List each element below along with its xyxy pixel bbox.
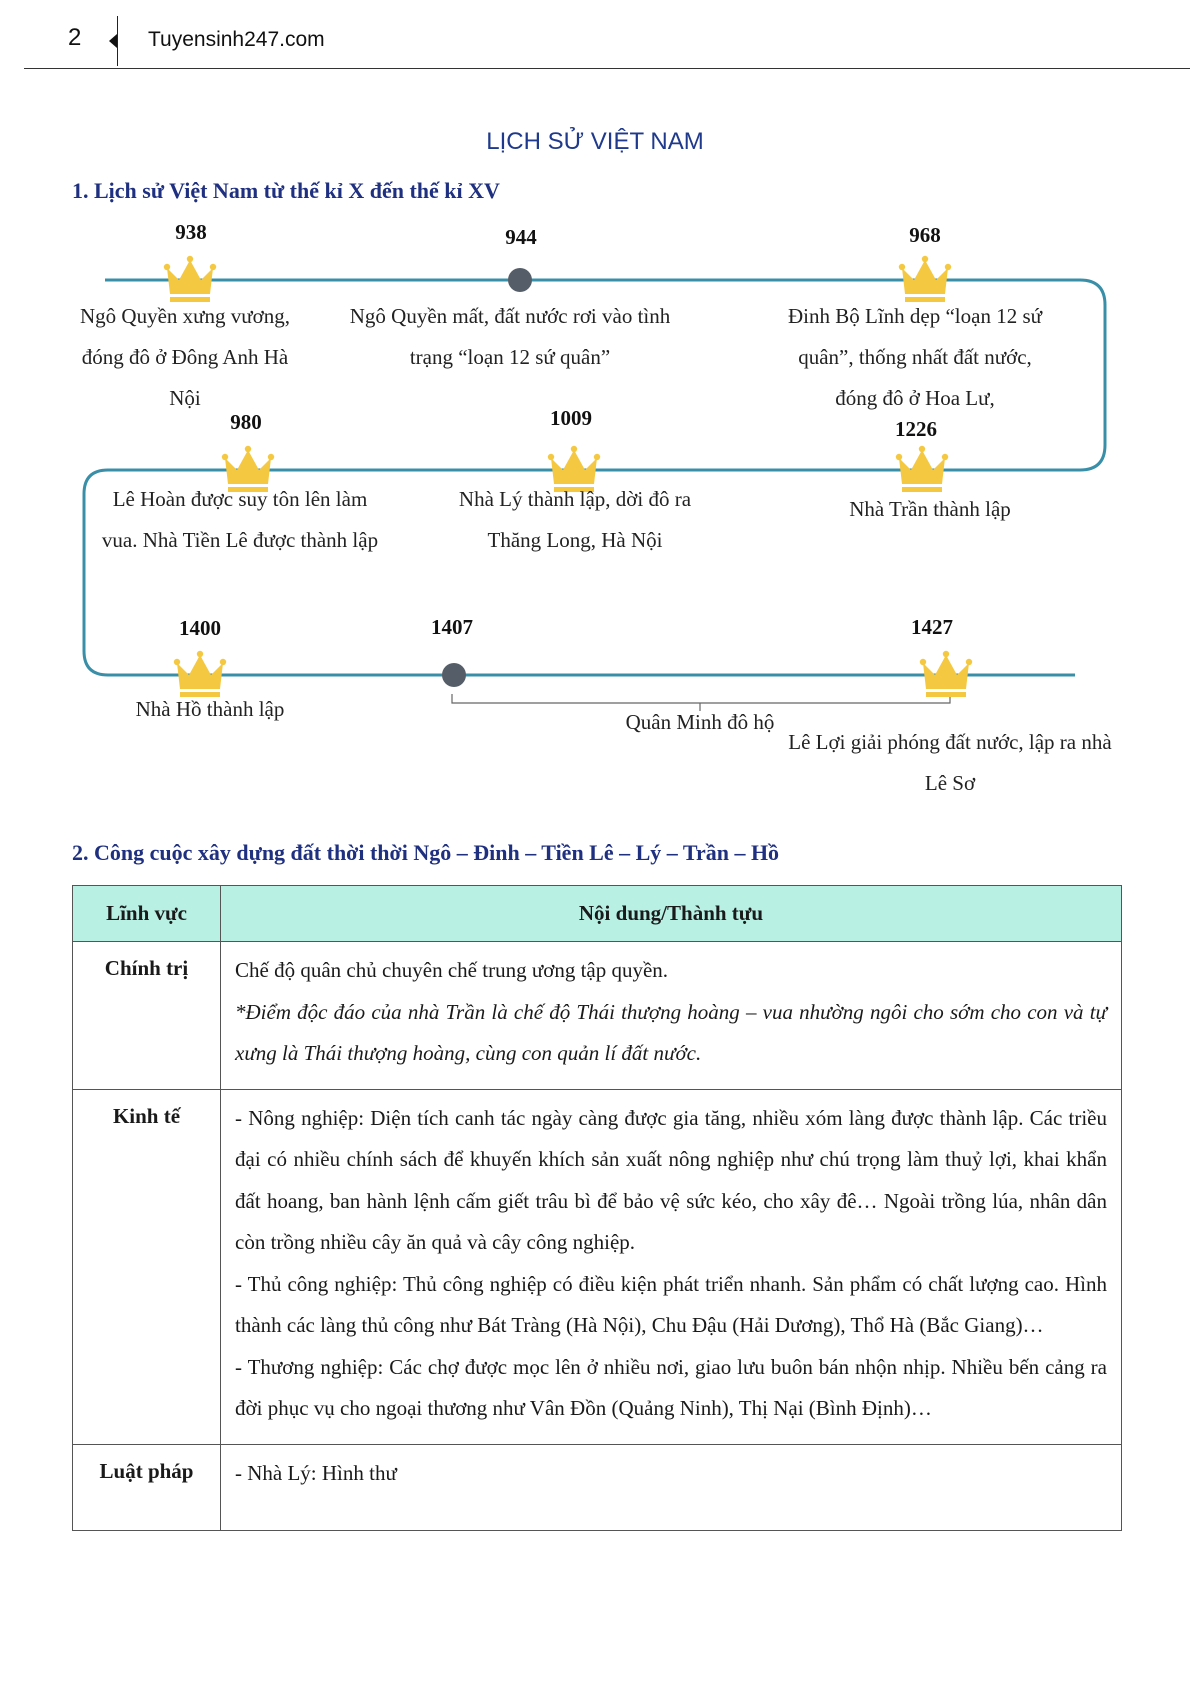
timeline-event-text: Ngô Quyền mất, đất nước rơi vào tình trạng “loạn 12 sứ quân” [349,304,671,369]
timeline-event-text: Nhà Lý thành lập, dời đô ra Thăng Long, Hà Nội [458,487,692,552]
field-cell: Kinh tế [73,1089,221,1444]
timeline-event-text: Nhà Trần thành lập [849,497,1011,521]
content-paragraph: - Thương nghiệp: Các chợ được mọc lên ở nhiều nơi, giao lưu buôn bán nhộn nhịp. Nhiều bến cảng ra đời phục vụ cho ngoại thương như Vân Đồn (Quảng Ninh), Thị Nại (Bình Định)… [235,1354,1107,1420]
timeline-year: 980 [230,410,262,434]
timeline-year: 968 [909,223,941,247]
site-name: Tuyensinh247.com [148,28,325,51]
content-paragraph: - Nông nghiệp: Diện tích canh tác ngày càng được gia tăng, nhiều xóm làng được thành lập. Các triều đại có nhiều chính sách để khuyến khích sản xuất nông nghiệp như chú trọng làm thuỷ lợi, khai khẩn đất hoang, ban hành lệnh cấm giết trâu bì để bảo vệ sức kéo, cho xây đê… Ngoài trồng lúa, nhân dân còn trồng nhiều cây ăn quả và cây công nghiệp. [235,1105,1107,1254]
content-paragraph: - Thủ công nghiệp: Thủ công nghiệp có điều kiện phát triển nhanh. Sản phẩm có chất lượng cao. Hình thành các làng thủ công như Bát Tràng (Hà Nội), Chu Đậu (Hải Dương), Thổ Hà (Bắc Giang)… [235,1271,1107,1337]
content-paragraph: - Nhà Lý: Hình thư [235,1460,397,1485]
timeline-year: 938 [175,220,207,244]
timeline-event-text: Ngô Quyền xưng vương, đóng đô ở Đông Anh Hà Nội [79,304,291,410]
dot-icon [442,663,466,687]
page-title: LỊCH SỬ VIỆT NAM [486,128,704,155]
column-header: Lĩnh vực [73,886,221,942]
occupation-label: Quân Minh đô hộ [625,710,775,734]
content-paragraph: Chế độ quân chủ chuyên chế trung ương tập quyền. [235,958,669,982]
content-cell [221,1444,1122,1530]
timeline-year: 944 [505,225,537,249]
page-number: 2 [68,24,82,51]
timeline-year: 1427 [911,615,953,639]
content-cell [221,1089,1122,1444]
field-cell: Luật pháp [73,1444,221,1530]
field-cell: Chính trị [73,942,221,1090]
table-header-row [73,886,1122,942]
content-paragraph: *Điểm độc đáo của nhà Trần là chế độ Thái thượng hoàng – vua nhường ngôi cho sớm cho con và tự xưng là Thái thượng hoàng, cùng con quản lí đất nước. [235,999,1107,1065]
column-header: Nội dung/Thành tựu [221,886,1122,942]
content-cell [221,942,1122,1090]
dot-icon [508,268,532,292]
table-row [73,1089,1122,1444]
crown-icon [920,651,972,697]
crown-icon [896,446,948,492]
timeline-event-text: Lê Hoàn được suy tôn lên làm vua. Nhà Tiền Lê được thành lập [101,487,379,552]
timeline-year: 1400 [179,616,221,640]
timeline-event-text: Lê Lợi giải phóng đất nước, lập ra nhà Lê Sơ [788,730,1112,795]
timeline-year: 1226 [895,417,937,441]
timeline-event-text: Nhà Hồ thành lập [135,697,285,721]
timeline-event-text: Đinh Bộ Lĩnh dẹp “loạn 12 sứ quân”, thống nhất đất nước, đóng đô ở Hoa Lư, [787,304,1043,410]
section-2-title: 2. Công cuộc xây dựng đất thời thời Ngô – Đinh – Tiền Lê – Lý – Trần – Hồ [72,840,780,865]
table-row [73,1444,1122,1530]
timeline-year: 1009 [550,406,592,430]
table-row [73,942,1122,1090]
timeline-year: 1407 [431,615,473,639]
section-1-title: 1. Lịch sử Việt Nam từ thế kỉ X đến thế kỉ XV [72,178,500,203]
achievements-table [72,885,1122,1531]
